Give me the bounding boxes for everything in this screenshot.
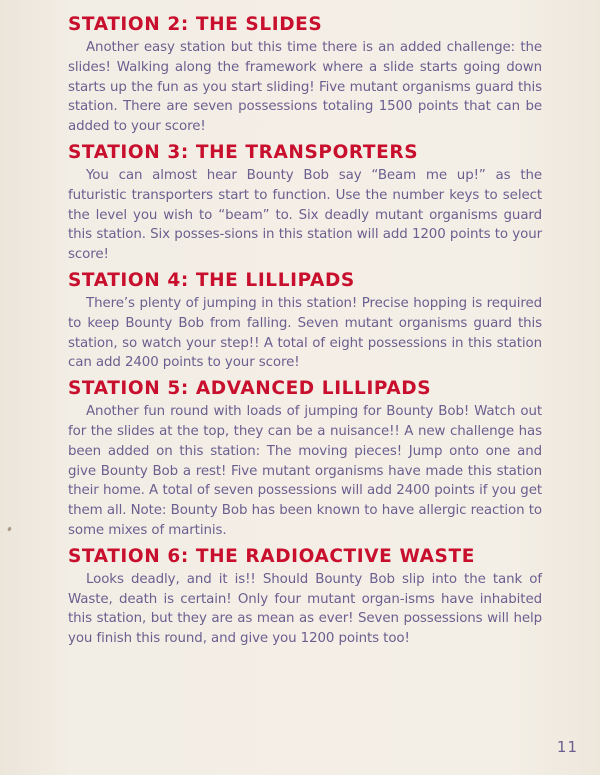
section-heading: STATION 5: ADVANCED LILLIPADS — [68, 378, 432, 400]
section-heading: STATION 3: THE TRANSPORTERS — [68, 141, 419, 163]
section-body: There’s plenty of jumping in this station! Precise hopping is required to keep Bounty Bob from falling. Seven mutant organisms guard this station, so watch your step!! A total of eight possessions in this station can add 2400 points to your score! — [68, 295, 542, 371]
section-heading: STATION 6: THE RADIOACTIVE WASTE — [68, 545, 475, 567]
page-number: 11 — [556, 738, 578, 756]
section-heading: STATION 4: THE LILLIPADS — [68, 269, 355, 291]
section-station-2 — [68, 12, 542, 137]
section-body: Another fun round with loads of jumping for Bounty Bob! Watch out for the slides at the top, they can be a nuisance!! A new challenge has been added on this station: The moving pieces! Jump onto one and give Bounty Bob a rest! Five mutant organisms have made this station their home. A total of seven possessions will add 2400 points if you get them all. Note: Bounty Bob has been known to have allergic reaction to some mixes of martinis. — [68, 404, 542, 538]
section-station-3 — [68, 140, 542, 265]
text-column — [68, 12, 542, 652]
section-station-4 — [68, 268, 542, 373]
section-body: Looks deadly, and it is!! Should Bounty Bob slip into the tank of Waste, death is certain! Only four mutant organ-isms have inhabited this station, but they are as mean as ever! Seven possessions will help you finish this round, and give you 1200 points too! — [68, 571, 542, 647]
section-body: You can almost hear Bounty Bob say “Beam me up!” as the futuristic transporters start to function. Use the number keys to select the level you wish to “beam” to. Six deadly mutant organisms guard this station. Six posses-sions in this station will add 1200 points to your score! — [68, 167, 542, 263]
section-body: Another easy station but this time there is an added challenge: the slides! Walking along the framework where a slide starts going down starts up the fun as you start sliding! Five mutant organisms guard this station. There are seven possessions totaling 1500 points that can be added to your score! — [68, 40, 542, 135]
section-heading: STATION 2: THE SLIDES — [68, 14, 323, 35]
paper-speck — [7, 527, 12, 532]
section-station-5 — [68, 376, 542, 541]
section-station-6 — [68, 544, 542, 649]
